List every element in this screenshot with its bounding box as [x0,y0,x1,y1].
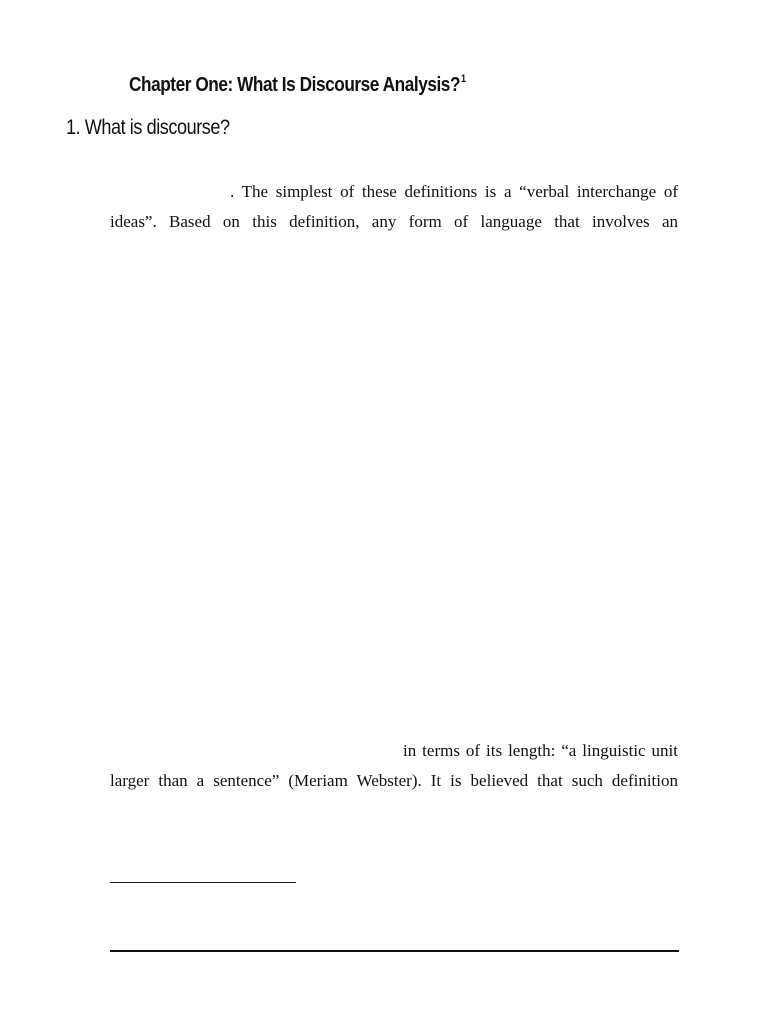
body-text-line: in terms of its length: “a linguistic unit [403,741,678,760]
body-text-line: ideas”. Based on this definition, any form of language that involves an [110,212,678,231]
body-text-line: . The simplest of these definitions is a “verbal interchange of [230,182,678,201]
page-bottom-rule [110,950,679,952]
footnote-marker[interactable]: 1 [460,73,466,86]
chapter-title-text: Chapter One: What Is Discourse Analysis? [129,74,461,96]
footnote-separator [110,882,296,883]
body-text-line: larger than a sentence” (Meriam Webster). It is believed that such definition [110,771,678,790]
chapter-title [129,74,466,97]
section-title: 1. What is discourse? [66,116,230,139]
